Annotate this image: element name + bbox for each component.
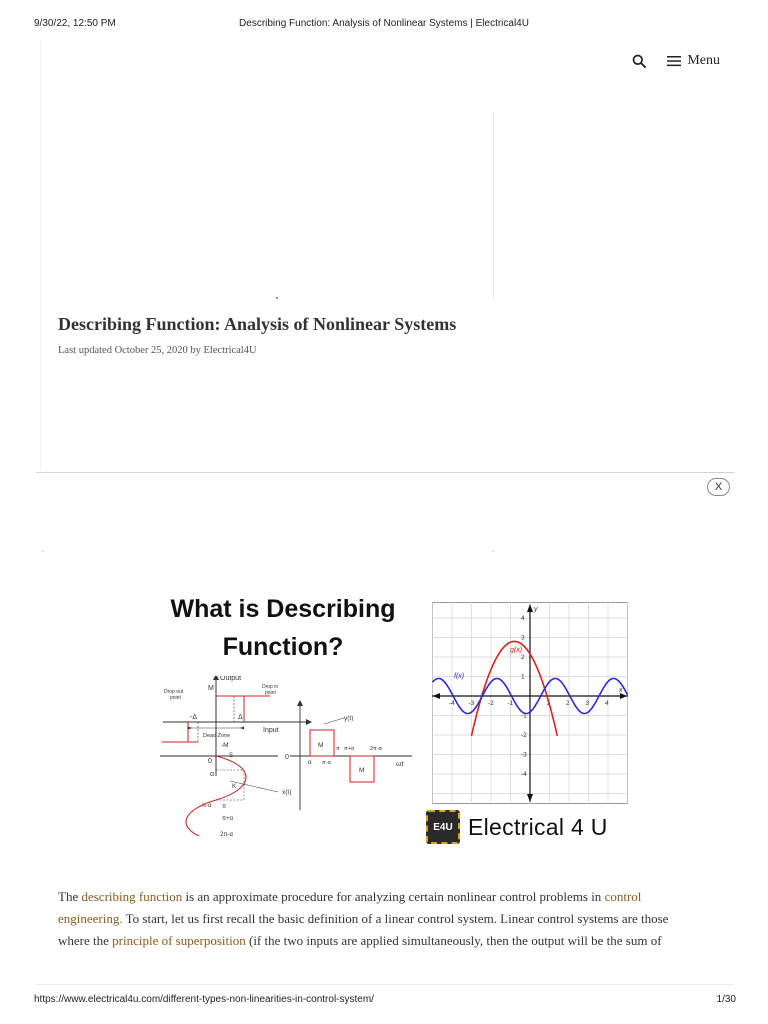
label-minus-delta: -Δ — [190, 714, 198, 721]
relay-nonlinearity-diagram — [158, 676, 418, 836]
ad-placeholder-dot — [276, 297, 278, 299]
label-drop-out: Drop out — [164, 689, 184, 695]
label-delta: Δ — [238, 714, 243, 721]
electrical4u-logo: E4U — [426, 810, 460, 844]
y-tick-label: 4 — [521, 615, 525, 622]
ad-divider — [36, 472, 734, 473]
x-tick-label: -2 — [488, 700, 494, 707]
describing-function-link[interactable]: describing function — [81, 889, 183, 904]
label-drop-in: Drop in — [262, 684, 279, 690]
label-two-pi-minus-alpha: 2π-α — [220, 832, 233, 836]
x-tick-label: -1 — [507, 700, 514, 707]
content-border — [40, 40, 41, 470]
label-alpha: α — [210, 771, 215, 778]
label-k: K — [232, 783, 237, 790]
brand-name: Electrical 4 U — [468, 813, 608, 840]
label-drop-out-point: point — [170, 695, 181, 701]
label-pi: π — [222, 804, 227, 810]
article-meta: Last updated October 25, 2020 by Electrical4U — [58, 345, 257, 356]
label-xt: x(t) — [282, 789, 292, 796]
label-minus-m: -M — [221, 742, 229, 749]
y-tick-label: -3 — [521, 751, 527, 759]
label-pi-plus-alpha-out: π+α — [344, 746, 355, 752]
print-header — [0, 18, 768, 32]
print-page-number: 1/30 — [716, 994, 736, 1005]
label-alpha-out: α — [308, 760, 312, 766]
search-icon — [632, 54, 646, 68]
print-url: https://www.electrical4u.com/different-types-non-linearities-in-control-system/ — [34, 994, 374, 1005]
x-axis-label: x — [619, 687, 623, 694]
label-m: M — [208, 685, 214, 692]
feature-image — [148, 588, 638, 858]
label-pi-plus-alpha: π+α — [222, 816, 234, 822]
label-output: Output — [220, 676, 242, 682]
feature-image-title: What is Describing Function? — [170, 595, 396, 661]
intro-text: To start, let us first recall the basic definition of a linear control system. Linear control systems are those where the — [58, 911, 669, 948]
menu-label: Menu — [687, 53, 720, 68]
print-datetime: 9/30/22, 12:50 PM — [34, 18, 116, 29]
label-pi-minus-alpha-out: π-α — [322, 760, 331, 766]
label-input: Input — [263, 727, 279, 734]
label-yt: y(t) — [344, 715, 354, 722]
x-tick-label: -4 — [449, 700, 455, 707]
y-tick-label: 2 — [521, 654, 525, 661]
brand-badge — [426, 810, 608, 844]
label-pi-minus-alpha: π-α — [202, 803, 212, 809]
function-graph — [432, 602, 628, 804]
control-engineering-link[interactable]: control engineering. — [58, 889, 642, 926]
x-tick-label: 1 — [546, 700, 551, 707]
f-label: f(x) — [454, 673, 465, 680]
x-tick-label: 4 — [605, 700, 609, 707]
y-tick-label: -1 — [521, 712, 527, 720]
menu-button[interactable] — [667, 53, 720, 69]
ad-slot-divider — [493, 112, 494, 300]
g-label: g(x) — [510, 647, 523, 654]
y-axis-label: y — [534, 606, 538, 613]
intro-text: is an approximate procedure for analyzing certain nonlinear control problems in — [182, 889, 605, 904]
y-tick-label: -4 — [521, 771, 527, 778]
hamburger-icon — [667, 55, 681, 67]
intro-text: (if the two inputs are applied simultaneously, then the output will be the sum of — [245, 933, 662, 948]
print-page-title: Describing Function: Analysis of Nonlinear Systems | Electrical4U — [239, 18, 529, 29]
search-button[interactable] — [629, 51, 649, 71]
x-tick-label: -3 — [468, 700, 475, 707]
label-m-out-neg: M — [359, 767, 365, 774]
y-tick-label: 3 — [521, 634, 525, 642]
y-tick-label: 1 — [521, 673, 525, 681]
print-footer — [0, 994, 768, 1008]
label-dead-zone: Dead Zone — [203, 733, 231, 739]
x-tick-label: 2 — [566, 700, 570, 707]
footer-divider — [36, 984, 734, 985]
superposition-link[interactable]: principle of superposition — [112, 933, 246, 948]
article-title: Describing Function: Analysis of Nonlinear Systems — [58, 314, 457, 334]
label-drop-in-point: point — [265, 690, 276, 696]
close-ad-button[interactable]: X — [707, 478, 730, 496]
label-two-pi-minus-alpha-out: 2π-α — [370, 746, 382, 752]
label-zero-2: 0 — [285, 754, 289, 761]
site-nav — [629, 50, 720, 72]
intro-text: The — [58, 889, 82, 904]
x-tick-label: 3 — [585, 700, 590, 707]
intro-paragraph — [58, 886, 688, 952]
label-s: S — [229, 753, 234, 759]
y-tick-label: -2 — [521, 732, 527, 739]
label-m-out: M — [318, 742, 324, 749]
ad-placeholder-mark — [42, 550, 44, 552]
label-zero-1: 0 — [208, 758, 212, 765]
ad-placeholder-mark — [492, 550, 494, 552]
label-pi-out: π — [336, 746, 340, 752]
label-omega-t: ωt — [396, 761, 404, 768]
